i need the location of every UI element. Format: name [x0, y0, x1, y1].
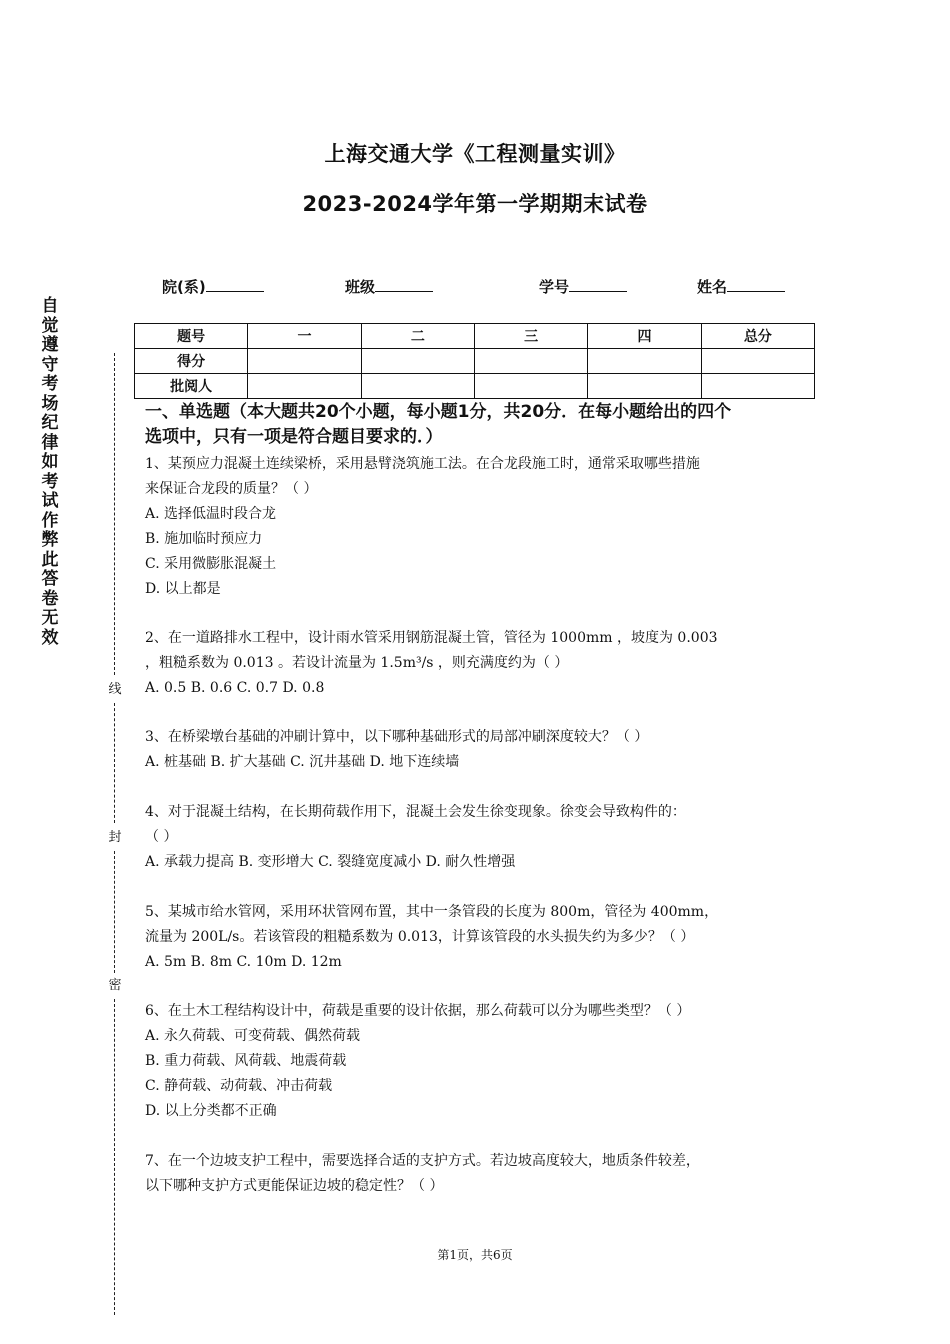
cut-line-lower: [114, 851, 115, 973]
cut-line-bottom: [114, 999, 115, 1315]
question-stem: 来保证合龙段的质量？（ ）: [145, 481, 318, 497]
student-id-blank[interactable]: [569, 276, 627, 292]
question-stem: 4、对于混凝土结构，在长期荷载作用下，混凝土会发生徐变现象。徐变会导致构件的：: [145, 804, 686, 820]
dept-blank[interactable]: [206, 276, 264, 292]
section-heading-line: 一、单选题（本大题共20个小题，每小题1分，共20分．在每小题给出的四个: [145, 402, 732, 422]
option[interactable]: A. 0.5 B. 0.6 C. 0.7 D. 0.8: [145, 680, 325, 696]
option[interactable]: C. 采用微膨胀混凝土: [145, 556, 277, 572]
score-cell[interactable]: [474, 349, 587, 374]
score-header-cell: 三: [474, 324, 587, 349]
question-7: [145, 1149, 815, 1199]
question-stem: 3、在桥梁墩台基础的冲刷计算中，以下哪种基础形式的局部冲刷深度较大？（ ）: [145, 729, 649, 745]
score-cell[interactable]: [361, 349, 474, 374]
score-header-cell: 一: [248, 324, 361, 349]
question-1: [145, 452, 815, 602]
score-table-row: [135, 374, 815, 399]
name-field: [697, 276, 785, 297]
page-number: 第1页，共6页: [437, 1248, 513, 1262]
score-cell[interactable]: [248, 374, 361, 399]
exam-title: 上海交通大学《工程测量实训》: [324, 142, 626, 166]
question-stem: 1、某预应力混凝土连续梁桥，采用悬臂浇筑施工法。在合龙段施工时，通常采取哪些措施: [145, 456, 700, 472]
exam-subtitle: 2023-2024学年第一学期期末试卷: [302, 192, 648, 216]
section-heading-single-choice: [145, 400, 820, 450]
cut-line-middle: [114, 703, 115, 823]
student-id-field: [539, 276, 627, 297]
question-stem: 7、在一个边坡支护工程中，需要选择合适的支护方式。若边坡高度较大，地质条件较差，: [145, 1153, 700, 1169]
score-header-cell: 题号: [135, 324, 248, 349]
option[interactable]: A. 永久荷载、可变荷载、偶然荷载: [145, 1028, 361, 1044]
option[interactable]: A. 5m B. 8m C. 10m D. 12m: [145, 954, 342, 970]
question-4: [145, 800, 815, 875]
score-table-row: [135, 349, 815, 374]
score-row-label: 得分: [135, 349, 248, 374]
seal-mark-line: 线: [108, 682, 122, 697]
dept-label: 院(系): [162, 278, 206, 296]
question-stem: ，粗糙系数为 0.013 。若设计流量为 1.5m³/s ，则充满度约为（ ）: [145, 655, 569, 671]
option[interactable]: D. 以上都是: [145, 581, 221, 597]
score-header-cell: 总分: [701, 324, 814, 349]
option[interactable]: A. 承载力提高 B. 变形增大 C. 裂缝宽度减小 D. 耐久性增强: [145, 854, 516, 870]
option[interactable]: D. 以上分类都不正确: [145, 1103, 277, 1119]
class-blank[interactable]: [375, 276, 433, 292]
student-id-label: 学号: [539, 278, 570, 296]
question-stem: 5、某城市给水管网，采用环状管网布置，其中一条管段的长度为 800m，管径为 400mm，: [145, 904, 719, 920]
score-cell[interactable]: [701, 374, 814, 399]
option[interactable]: A. 桩基础 B. 扩大基础 C. 沉井基础 D. 地下连续墙: [145, 754, 460, 770]
score-cell[interactable]: [701, 349, 814, 374]
dept-field: [162, 276, 264, 297]
score-cell[interactable]: [588, 374, 701, 399]
score-table: [134, 323, 815, 399]
name-label: 姓名: [697, 278, 728, 296]
question-6: [145, 999, 815, 1124]
score-cell[interactable]: [248, 349, 361, 374]
question-3: [145, 725, 815, 775]
option[interactable]: B. 施加临时预应力: [145, 531, 263, 547]
question-stem: 6、在土木工程结构设计中，荷载是重要的设计依据，那么荷载可以分为哪些类型？（ ）: [145, 1003, 691, 1019]
question-5: [145, 900, 815, 975]
score-cell[interactable]: [361, 374, 474, 399]
seal-mark-secret: 密: [108, 978, 122, 993]
score-table-header-row: [135, 324, 815, 349]
question-stem: 流量为 200L/s。若该管段的粗糙系数为 0.013，计算该管段的水头损失约为多少？（ ）: [145, 929, 695, 945]
score-cell[interactable]: [474, 374, 587, 399]
option[interactable]: C. 静荷载、动荷载、冲击荷载: [145, 1078, 333, 1094]
name-blank[interactable]: [727, 276, 785, 292]
option[interactable]: A. 选择低温时段合龙: [145, 506, 277, 522]
class-label: 班级: [345, 278, 376, 296]
score-cell[interactable]: [588, 349, 701, 374]
question-2: [145, 626, 815, 701]
score-header-cell: 四: [588, 324, 701, 349]
seal-mark-seal: 封: [108, 830, 122, 845]
section-heading-line: 选项中，只有一项是符合题目要求的．）: [145, 427, 443, 447]
score-header-cell: 二: [361, 324, 474, 349]
cut-line-upper: [114, 353, 115, 675]
class-field: [345, 276, 433, 297]
question-stem: （ ）: [145, 829, 178, 845]
question-stem: 2、在一道路排水工程中，设计雨水管采用钢筋混凝土管，管径为 1000mm ，坡度为 0.003: [145, 630, 718, 646]
exam-discipline-notice: 自觉遵守考场纪律如考试作弊此答卷无效: [41, 296, 59, 648]
option[interactable]: B. 重力荷载、风荷载、地震荷载: [145, 1053, 347, 1069]
question-stem: 以下哪种支护方式更能保证边坡的稳定性？（ ）: [145, 1178, 444, 1194]
score-row-label: 批阅人: [135, 374, 248, 399]
